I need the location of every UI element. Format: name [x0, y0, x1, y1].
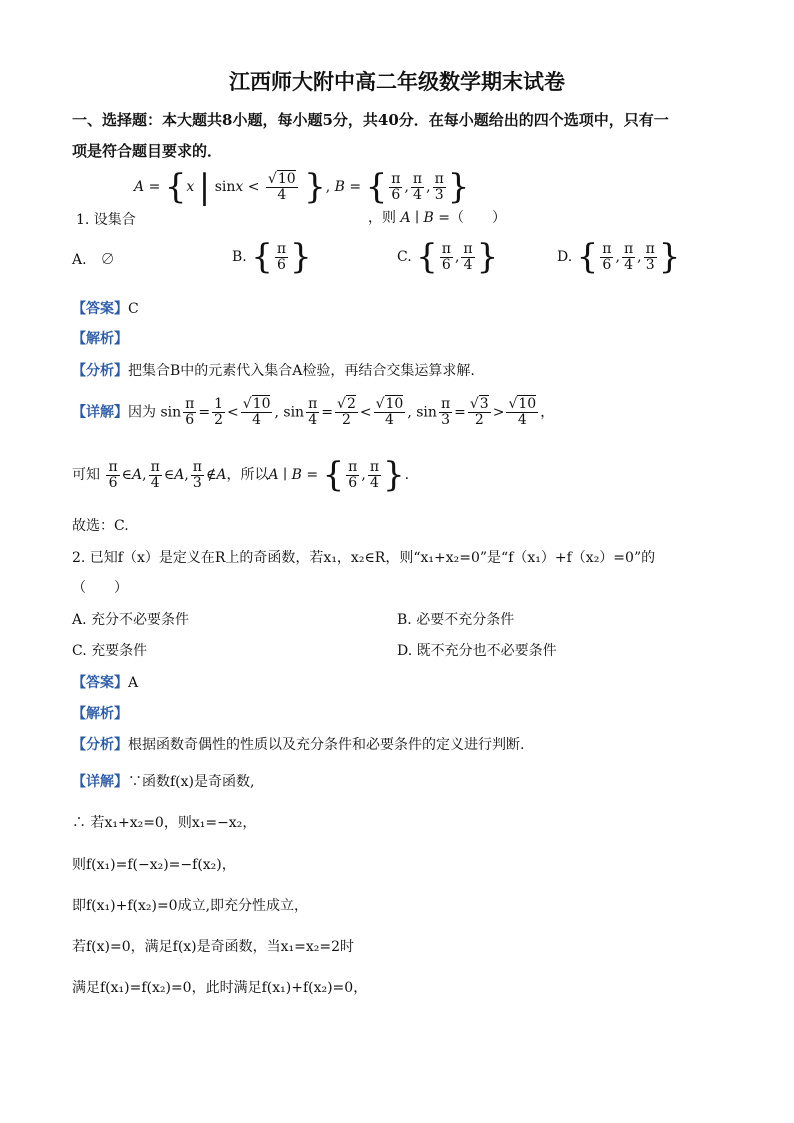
q1-option-d: D. { $\frac{\pi}{6}$ , $\frac{\pi}{4}$ , $\frac{\pi}{3}$ } [557, 237, 681, 277]
q1-answer: 【答案】C [72, 301, 139, 317]
q2-fenxi: 【分析】根据函数奇偶性的性质以及充分条件和必要条件的定义进行判断. [72, 737, 525, 753]
q1-fenxi: 【分析】把集合B中的元素代入集合A检验，再结合交集运算求解. [72, 363, 475, 379]
q2-xiangjie: 【详解】∵函数f(x)是奇函数, [72, 774, 255, 790]
q2-line2: ∴ 若x₁+x₂=0，则x₁=−x₂， [72, 815, 257, 831]
q2-option-a: A. 充分不必要条件 [72, 612, 190, 628]
q1-option-b: B. { $\frac{\pi}{6}$ } [232, 237, 312, 277]
q2-option-c: C. 充要条件 [72, 643, 148, 659]
q2-option-b: B. 必要不充分条件 [397, 612, 515, 628]
q1-ask-tail: =（ ） [438, 210, 507, 226]
q2-analysis-tag: 【解析】 [72, 706, 128, 722]
q1-option-a: A. ∅ [72, 252, 115, 268]
q2-stem: 2. 已知f（x）是定义在R上的奇函数，若x₁，x₂∈R，则“x₁+x₂=0”是“f（x₁）+f（x₂）=0”的 [72, 550, 656, 566]
q2-line6: 满足f(x₁)=f(x₂)=0，此时满足f(x₁)+f(x₂)=0， [72, 980, 368, 996]
section-heading: 一、选择题：本大题共8小题，每小题5分，共40分．在每小题给出的四个选项中，只有一 [72, 111, 669, 129]
q1-prefix: 1. 设集合 [76, 212, 136, 228]
q1-sets: A = {x | sinx < $\frac{√10}{4}$ }, B = { $\frac{\pi}{6}$ , $\frac{\pi}{4}$ , $\frac{\pi}{3}$ } [134, 167, 470, 207]
q2-answer: 【答案】A [72, 675, 139, 691]
q1-analysis-tag: 【解析】 [72, 331, 128, 347]
q2-line5: 若f(x)=0，满足f(x)是奇函数，当x₁=x₂=2时 [72, 939, 355, 955]
page-title: 江西师大附中高二年级数学期末试卷 [229, 69, 565, 94]
q1-option-c: C. { $\frac{\pi}{6}$ , $\frac{\pi}{4}$ } [397, 237, 499, 277]
q1-xiangjie: 【详解】因为 sin $\frac{\pi}{6}$ = $\frac{1}{2}$ < $\frac{√10}{4}$ , sin $\frac{\pi}{4}$ = $\frac{√2}{2}$ < $\frac{√10}{4}$ , sin $\frac{\pi}{3}$ = $\frac{√3}{2}$ > $\frac{√10}{4}$ ， [72, 396, 555, 428]
q1-ask: ，则 A ∣ B =（ ） [368, 210, 507, 226]
q2-line3: 则f(x₁)=f(−x₂)=−f(x₂)， [72, 857, 236, 873]
q1-ask-text: ，则 [368, 210, 396, 226]
q2-line4: 即f(x₁)+f(x₂)=0成立,即充分性成立， [72, 898, 309, 914]
section-heading-cont: 项是符合题目要求的． [72, 142, 223, 160]
q1-kezhi: 可知 $\frac{\pi}{6}$ ∈A, $\frac{\pi}{4}$ ∈A, $\frac{\pi}{3}$ ∉A，所以A ∣ B = { $\frac{\pi}{6}$ , $\frac{\pi}{4}$ }. [72, 455, 410, 495]
q2-stem-cont: （ ） [72, 580, 128, 596]
q2-option-d: D. 既不充分也不必要条件 [397, 643, 557, 659]
q1-guxuan: 故选：C. [72, 518, 129, 534]
